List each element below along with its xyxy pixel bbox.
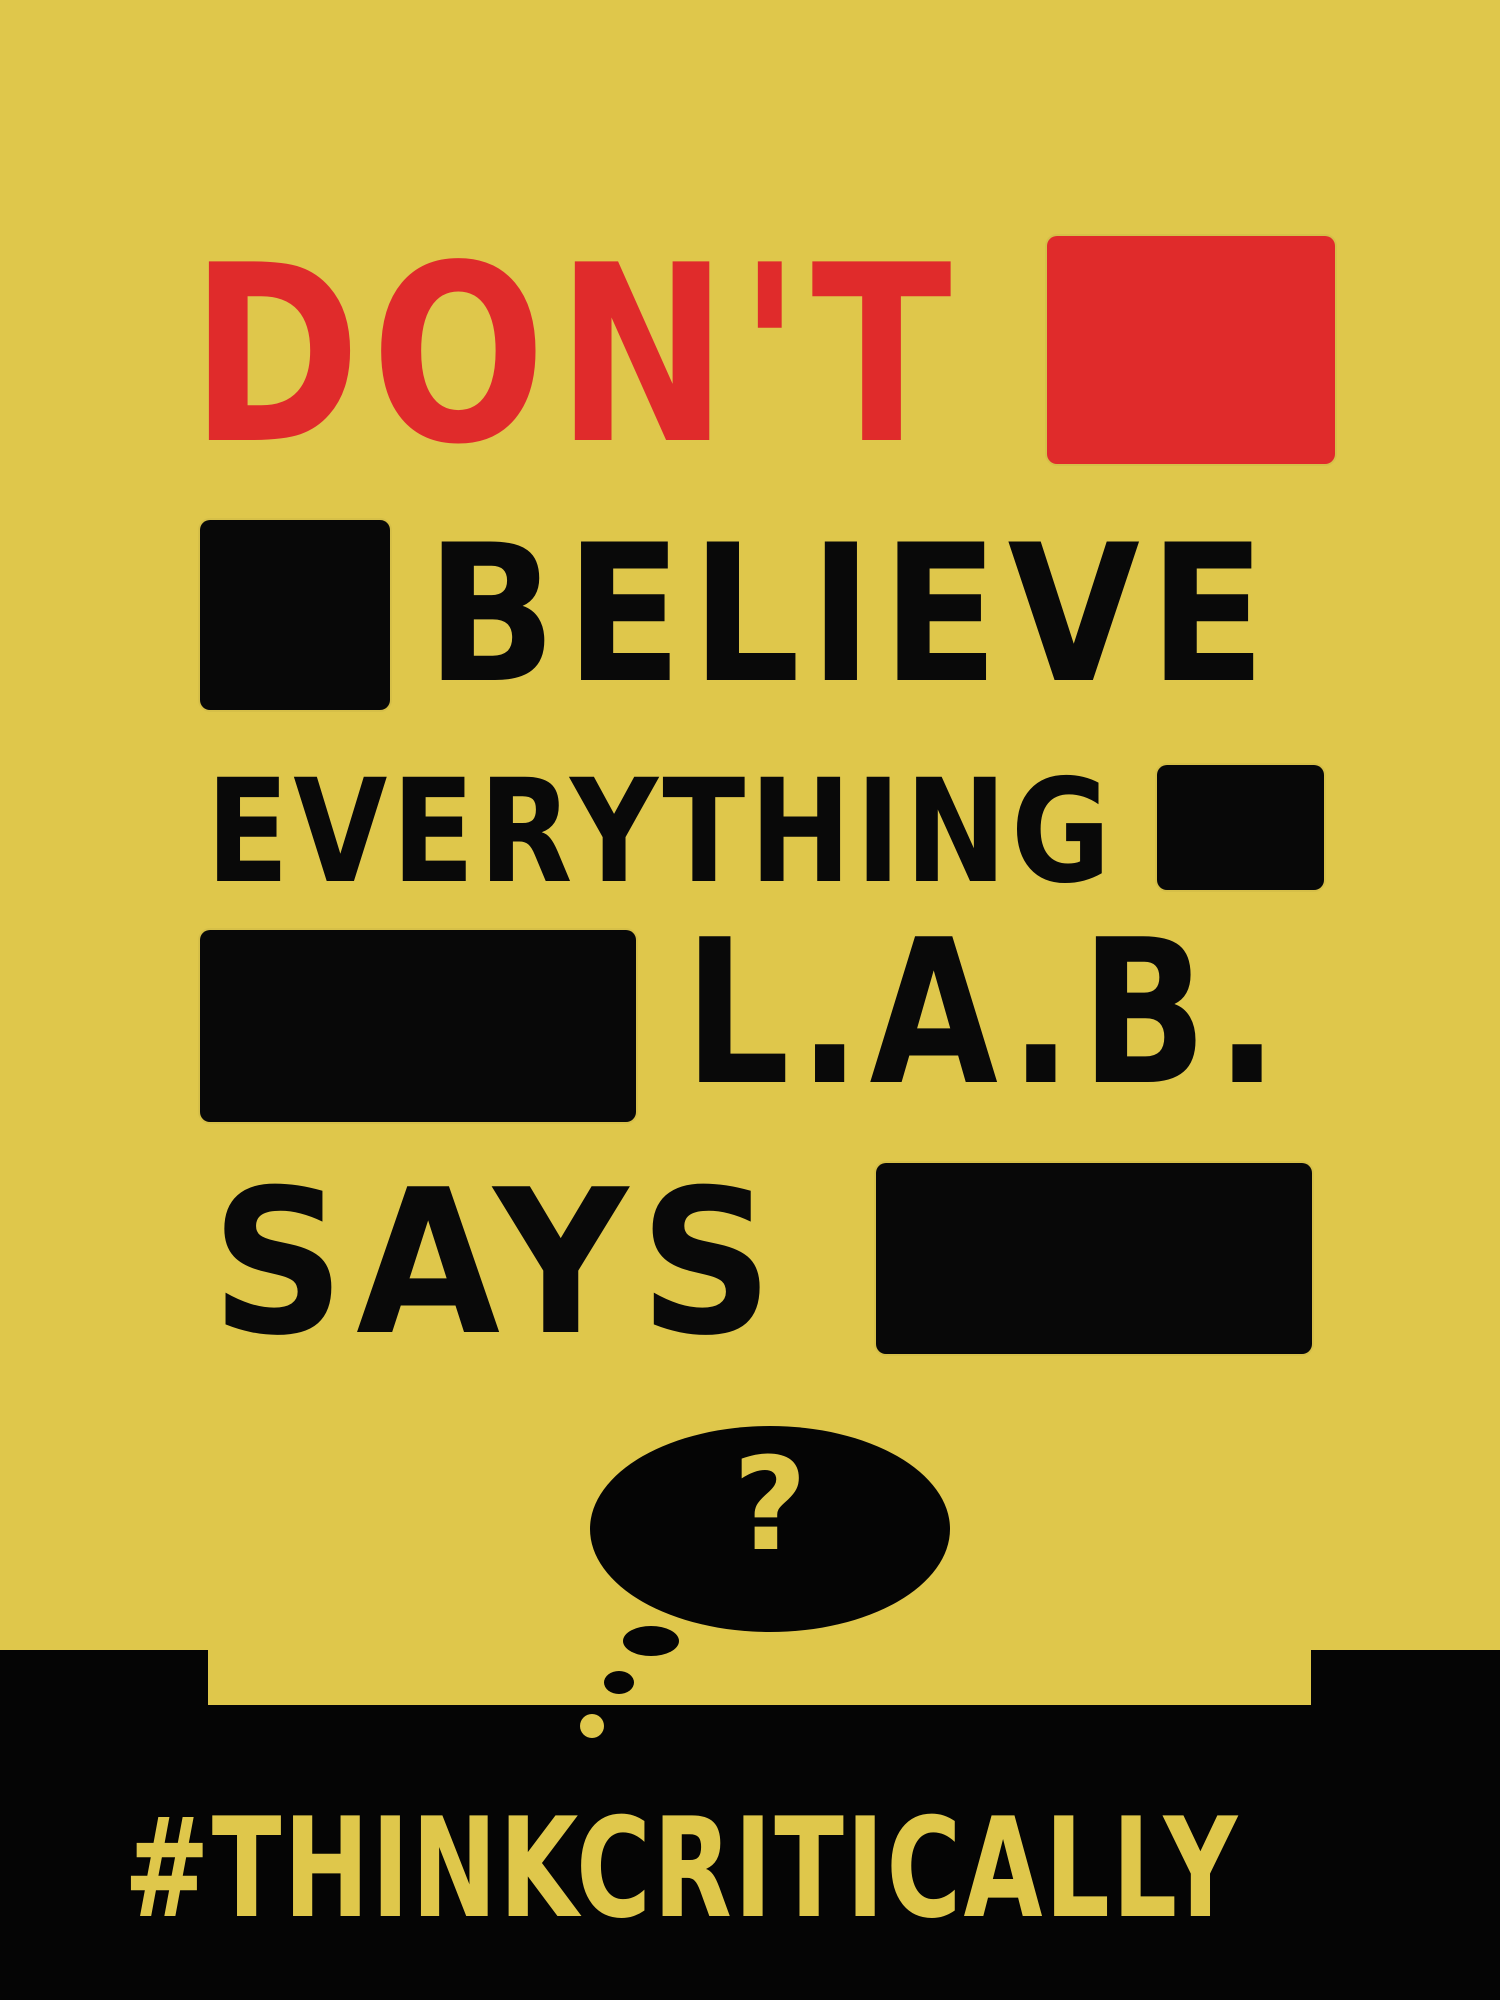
thought-dot-large — [623, 1626, 679, 1656]
redaction-block-lab-left — [200, 930, 636, 1122]
dont-line: DON'T — [190, 213, 962, 498]
thought-dot-small — [580, 1714, 604, 1738]
believe-line: BELIEVE — [426, 504, 1275, 725]
thought-dot-medium — [604, 1671, 634, 1694]
redaction-block-everything-right — [1157, 765, 1324, 890]
question-mark-icon: ? — [732, 1431, 808, 1580]
redaction-block-believe-left — [200, 520, 390, 710]
everything-line: EVERYTHING — [206, 748, 1115, 915]
lab-line: L.A.B. — [684, 897, 1287, 1130]
hashtag-text: #THINKCRITICALLY — [124, 1788, 1240, 1949]
redaction-block-says-right — [876, 1163, 1312, 1354]
band-notch — [208, 1650, 1311, 1705]
says-line: SAYS — [211, 1147, 785, 1380]
thought-bubble — [590, 1426, 950, 1632]
red-redaction-block — [1047, 236, 1335, 464]
